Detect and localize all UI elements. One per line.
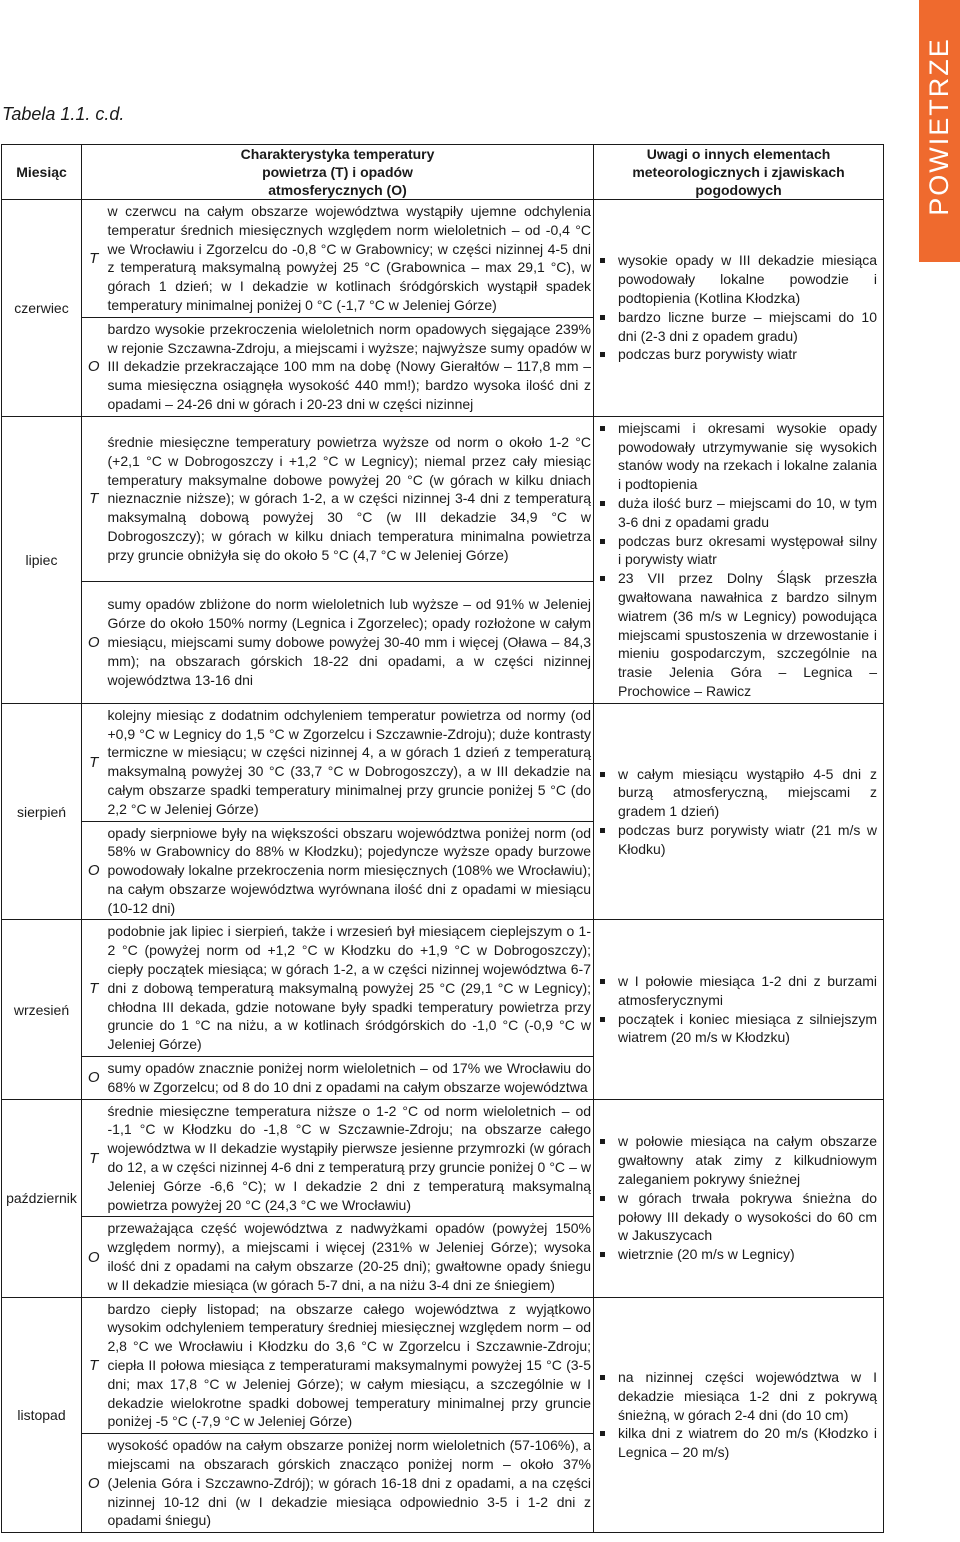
table-row (2, 920, 884, 1057)
climate-table (1, 144, 884, 1533)
list-item: w górach trwała pokrywa śnieżna do połowy III dekady o wysokości do 60 cm w Jakuszycach (598, 1189, 877, 1245)
list-item: miejscami i okresami wysokie opady powodowały utrzymywanie się wysokich stanów wody na rzekach i lokalne zalania i podtopienia (598, 419, 877, 494)
list-item: wysokie opady w III dekadzie miesiąca powodowały lokalne powodzie i podtopienia (Kotlina Kłodzka) (598, 251, 877, 307)
temperature-marker: T (82, 920, 106, 1057)
precipitation-description: opady sierpniowe były na większości obszaru województwa poniżej norm (od 58% w Grabownicy do 88% w Kłodzku); pojedyncze wyższe opady burzowe powodowały lokalne przekroczenia norm miesięcznych (108% we Wrocławiu); na całym obszarze województwa wyrównana ilość dni z opadami w miesiącu (10-12 dni) (106, 821, 594, 920)
table-row (2, 1099, 884, 1217)
table-row (2, 416, 884, 581)
list-item: w całym miesiącu wystąpiło 4-5 dni z burzą atmosferyczną, miejscami z gradem 1 dzień) (598, 765, 877, 821)
notes-cell (594, 416, 884, 703)
month-cell: październik (2, 1099, 82, 1297)
notes-cell (594, 1297, 884, 1533)
precipitation-marker: O (82, 1217, 106, 1297)
list-item: wietrznie (20 m/s w Legnicy) (598, 1245, 877, 1264)
precipitation-marker: O (82, 581, 106, 703)
list-item: 23 VII przez Dolny Śląsk przeszła gwałtowana nawałnica z bardzo silnym wiatrem (36 m/s w Legnicy) powodująca miejscami spustoszenia w drzewostanie i mieniu gospodarczym, szczególnie na trasie Jelenia Góra – Legnica – Prochowice – Rawicz (598, 569, 877, 701)
precipitation-description: sumy opadów znacznie poniżej norm wieloletnich – od 17% we Wrocławiu do 68% w Zgorzelcu; od 8 do 10 dni z opadami na całym obszarze województwa (106, 1057, 594, 1100)
list-item: duża ilość burz – miejscami do 10, w tym 3-6 dni z opadami gradu (598, 494, 877, 532)
list-item: początek i koniec miesiąca z silniejszym wiatrem (20 m/s w Kłodzku) (598, 1010, 877, 1048)
section-tab (919, 0, 960, 262)
temperature-marker: T (82, 200, 106, 318)
precipitation-description: bardzo wysokie przekroczenia wieloletnich norm opadowych sięgające 239% w rejonie Szczawna-Zdroju, a miejscami i wyższe; najwyższe sumy opadów w III dekadzie przekraczające 100 mm na dobę (Nowy Gierałtów – 117,8 mm – suma miesięczna osiągnęła wysokość 440 mm!); bardzo wysoka ilość dni z opadami – 24-26 dni w górach i 20-23 dni w części nizinnej (106, 317, 594, 416)
temperature-marker: T (82, 1099, 106, 1217)
header-month: Miesiąc (2, 145, 82, 200)
temperature-description: kolejny miesiąc z dodatnim odchyleniem temperatur powietrza od normy (od +0,9 °C w Legnicy do 1,5 °C w Zgorzelcu i Szczawnie-Zdroju); duże kontrasty termiczne w miesiącu; w części nizinnej 4, a w górach 1 dzień z temperaturą maksymalną powyżej 30 °C (33,7 °C w Dobrogoszczy), a w III dekadzie na całym obszarze spadki temperatury minimalnej przy gruncie poniżej 5 °C (do 2,2 °C w Jeleniej Górze) (106, 703, 594, 821)
month-cell: lipiec (2, 416, 82, 703)
precipitation-description: przeważająca część województwa z nadwyżkami opadów (powyżej 150% względem normy), a miejscami i więcej (231% w Jeleniej Górze); wysoka ilość dni z opadami na całym obszarze (20-25 dni); gwałtowne opady śniegu w II dekadzie miesiąca (w górach 5-7 dni, a na niżu 3-4 dni ze śniegiem) (106, 1217, 594, 1297)
notes-cell (594, 920, 884, 1099)
temperature-description: w czerwcu na całym obszarze województwa wystąpiły ujemne odchylenia temperatur średnich miesięcznych względem norm wieloletnich – od -0,4 °C we Wrocławiu i Zgorzelcu do -0,8 °C w Grabownicy; w części nizinnej 4-5 dni z temperaturą maksymalną powyżej 25 °C (Grabownica – max 29,1 °C), w górach 1 dzień; w I dekadzie w kotlinach śródgórskich wystąpił spadek temperatury minimalnej poniżej 0 °C (-1,7 °C w Jeleniej Górze) (106, 200, 594, 318)
list-item: bardzo liczne burze – miejscami do 10 dni (2-3 dni z opadem gradu) (598, 308, 877, 346)
table-row (2, 703, 884, 821)
temperature-description: bardzo ciepły listopad; na obszarze całego województwa z wyjątkowo wysokim odchyleniem temperatury średniej miesięcznej względem norm – od 2,8 °C we Wrocławiu i Kłodzku do 3,6 °C w Zgorzelcu i Szczawnie-Zdroju; ciepła II połowa miesiąca z temperaturami maksymalnymi powyżej 15 °C (3-5 dni; max 17,8 °C w Jeleniej Górze); w całym miesiącu, a szczególnie w I dekadzie wielokrotne spadki dobowej temperatury minimalnej przy gruncie poniżej -5 °C (-7,9 °C w Jeleniej Górze) (106, 1297, 594, 1434)
precipitation-description: sumy opadów zbliżone do norm wieloletnich lub wyższe – od 91% w Jeleniej Górze do około 150% normy (Legnica i Zgorzelec); opady rozłożone w całym miesiącu, miejscami sumy dobowe powyżej 30-40 mm i więcej (Oława – 84,3 mm); na obszarach górskich 18-22 dni opadami, a w części nizinnej województwa 13-16 dni (106, 581, 594, 703)
precipitation-marker: O (82, 1434, 106, 1533)
precipitation-marker: O (82, 821, 106, 920)
list-item: podczas burz porywisty wiatr (598, 345, 877, 364)
header-characteristics: Charakterystyka temperatury powietrza (T) i opadów atmosferycznych (O) (82, 145, 594, 200)
precipitation-description: wysokość opadów na całym obszarze poniżej norm wieloletnich (57-106%), a miejscami na obszarach górskich znacząco poniżej norm – około 37% (Jelenia Góra i Szczawno-Zdrój); w górach 16-18 dni z opadami, a na części nizinnej 10-12 dni (w I dekadzie miesiąca odpowiednio 3-5 i 1-2 dni z opadami śniegu) (106, 1434, 594, 1533)
month-cell: czerwiec (2, 200, 82, 417)
temperature-marker: T (82, 1297, 106, 1434)
list-item: kilka dni z wiatrem do 20 m/s (Kłodzko i Legnica – 20 m/s) (598, 1424, 877, 1462)
temperature-description: średnie miesięczne temperatura niższe o 1-2 °C od norm wieloletnich – od -1,1 °C w Kłodzku do -1,8 °C w Szczawnie-Zdroju; na obszarze całego województwa w II dekadzie wystąpiły pierwsze jesienne przymrozki (w górach do 12, a w części nizinnej 4-6 dni z temperaturą przy gruncie poniżej 0 °C – w Jeleniej Górze -6,6 °C); w I dekadzie 2 dni z temperaturą maksymalną powietrza powyżej 20 °C (24,3 °C we Wrocławiu) (106, 1099, 594, 1217)
table-row (2, 200, 884, 318)
temperature-marker: T (82, 703, 106, 821)
header-notes: Uwagi o innych elementach meteorologicznych i zjawiskach pogodowych (594, 145, 884, 200)
table-header-row (2, 145, 884, 200)
temperature-description: podobnie jak lipiec i sierpień, także i wrzesień był miesiącem cieplejszym o 1-2 °C (powyżej norm od +1,2 °C w Kłodzku do +1,9 °C w Dobrogoszczy); ciepły początek miesiąca; w górach 1-2, a w części nizinnej województwa 6-7 dni z dobową temperaturą maksymalną powyżej 25 °C (29,1 °C w Legnicy); chłodna III dekada, gdzie notowane były spadki temperatury powietrza przy gruncie do 1 °C na niżu, a w kotlinach śródgórskich do -1,0 °C (-0,9 °C w Jeleniej Górze) (106, 920, 594, 1057)
month-cell: listopad (2, 1297, 82, 1533)
month-cell: sierpień (2, 703, 82, 920)
list-item: w I połowie miesiąca 1-2 dni z burzami atmosferycznymi (598, 972, 877, 1010)
list-item: w połowie miesiąca na całym obszarze gwałtowny atak zimy z kilkudniowym zaleganiem pokrywy śnieżnej (598, 1132, 877, 1188)
table-caption: Tabela 1.1. c.d. (2, 104, 125, 124)
notes-cell (594, 200, 884, 417)
section-tab-label: POWIETRZE (924, 36, 954, 216)
notes-cell (594, 1099, 884, 1297)
temperature-marker: T (82, 416, 106, 581)
list-item: podczas burz okresami występował silny i porywisty wiatr (598, 532, 877, 570)
precipitation-marker: O (82, 317, 106, 416)
temperature-description: średnie miesięczne temperatury powietrza wyższe od norm o około 1-2 °C (+2,1 °C w Dobrogoszczy i +1,2 °C w Legnicy); niemal przez cały miesiąc temperatury maksymalne dobowe powyżej 20 °C (w górach w kilku dniach nieznacznie niższe); w górach 1-2, a w części nizinnej 3-4 dni z temperaturą maksymalną dobową powyżej 30 °C (w III dekadzie 34,9 °C w Dobrogoszczy); w górach w kilku dniach temperatura minimalna powietrza przy gruncie obniżyła się do około 5 °C (4,7 °C w Jeleniej Górze) (106, 416, 594, 581)
precipitation-marker: O (82, 1057, 106, 1100)
list-item: podczas burz porywisty wiatr (21 m/s w Kłodku) (598, 821, 877, 859)
month-cell: wrzesień (2, 920, 82, 1099)
table-row (2, 1297, 884, 1434)
list-item: na nizinnej części województwa w I dekadzie miesiąca 1-2 dni z pokrywą śnieżną, w górach 2-4 dni (do 10 cm) (598, 1368, 877, 1424)
notes-cell (594, 703, 884, 920)
